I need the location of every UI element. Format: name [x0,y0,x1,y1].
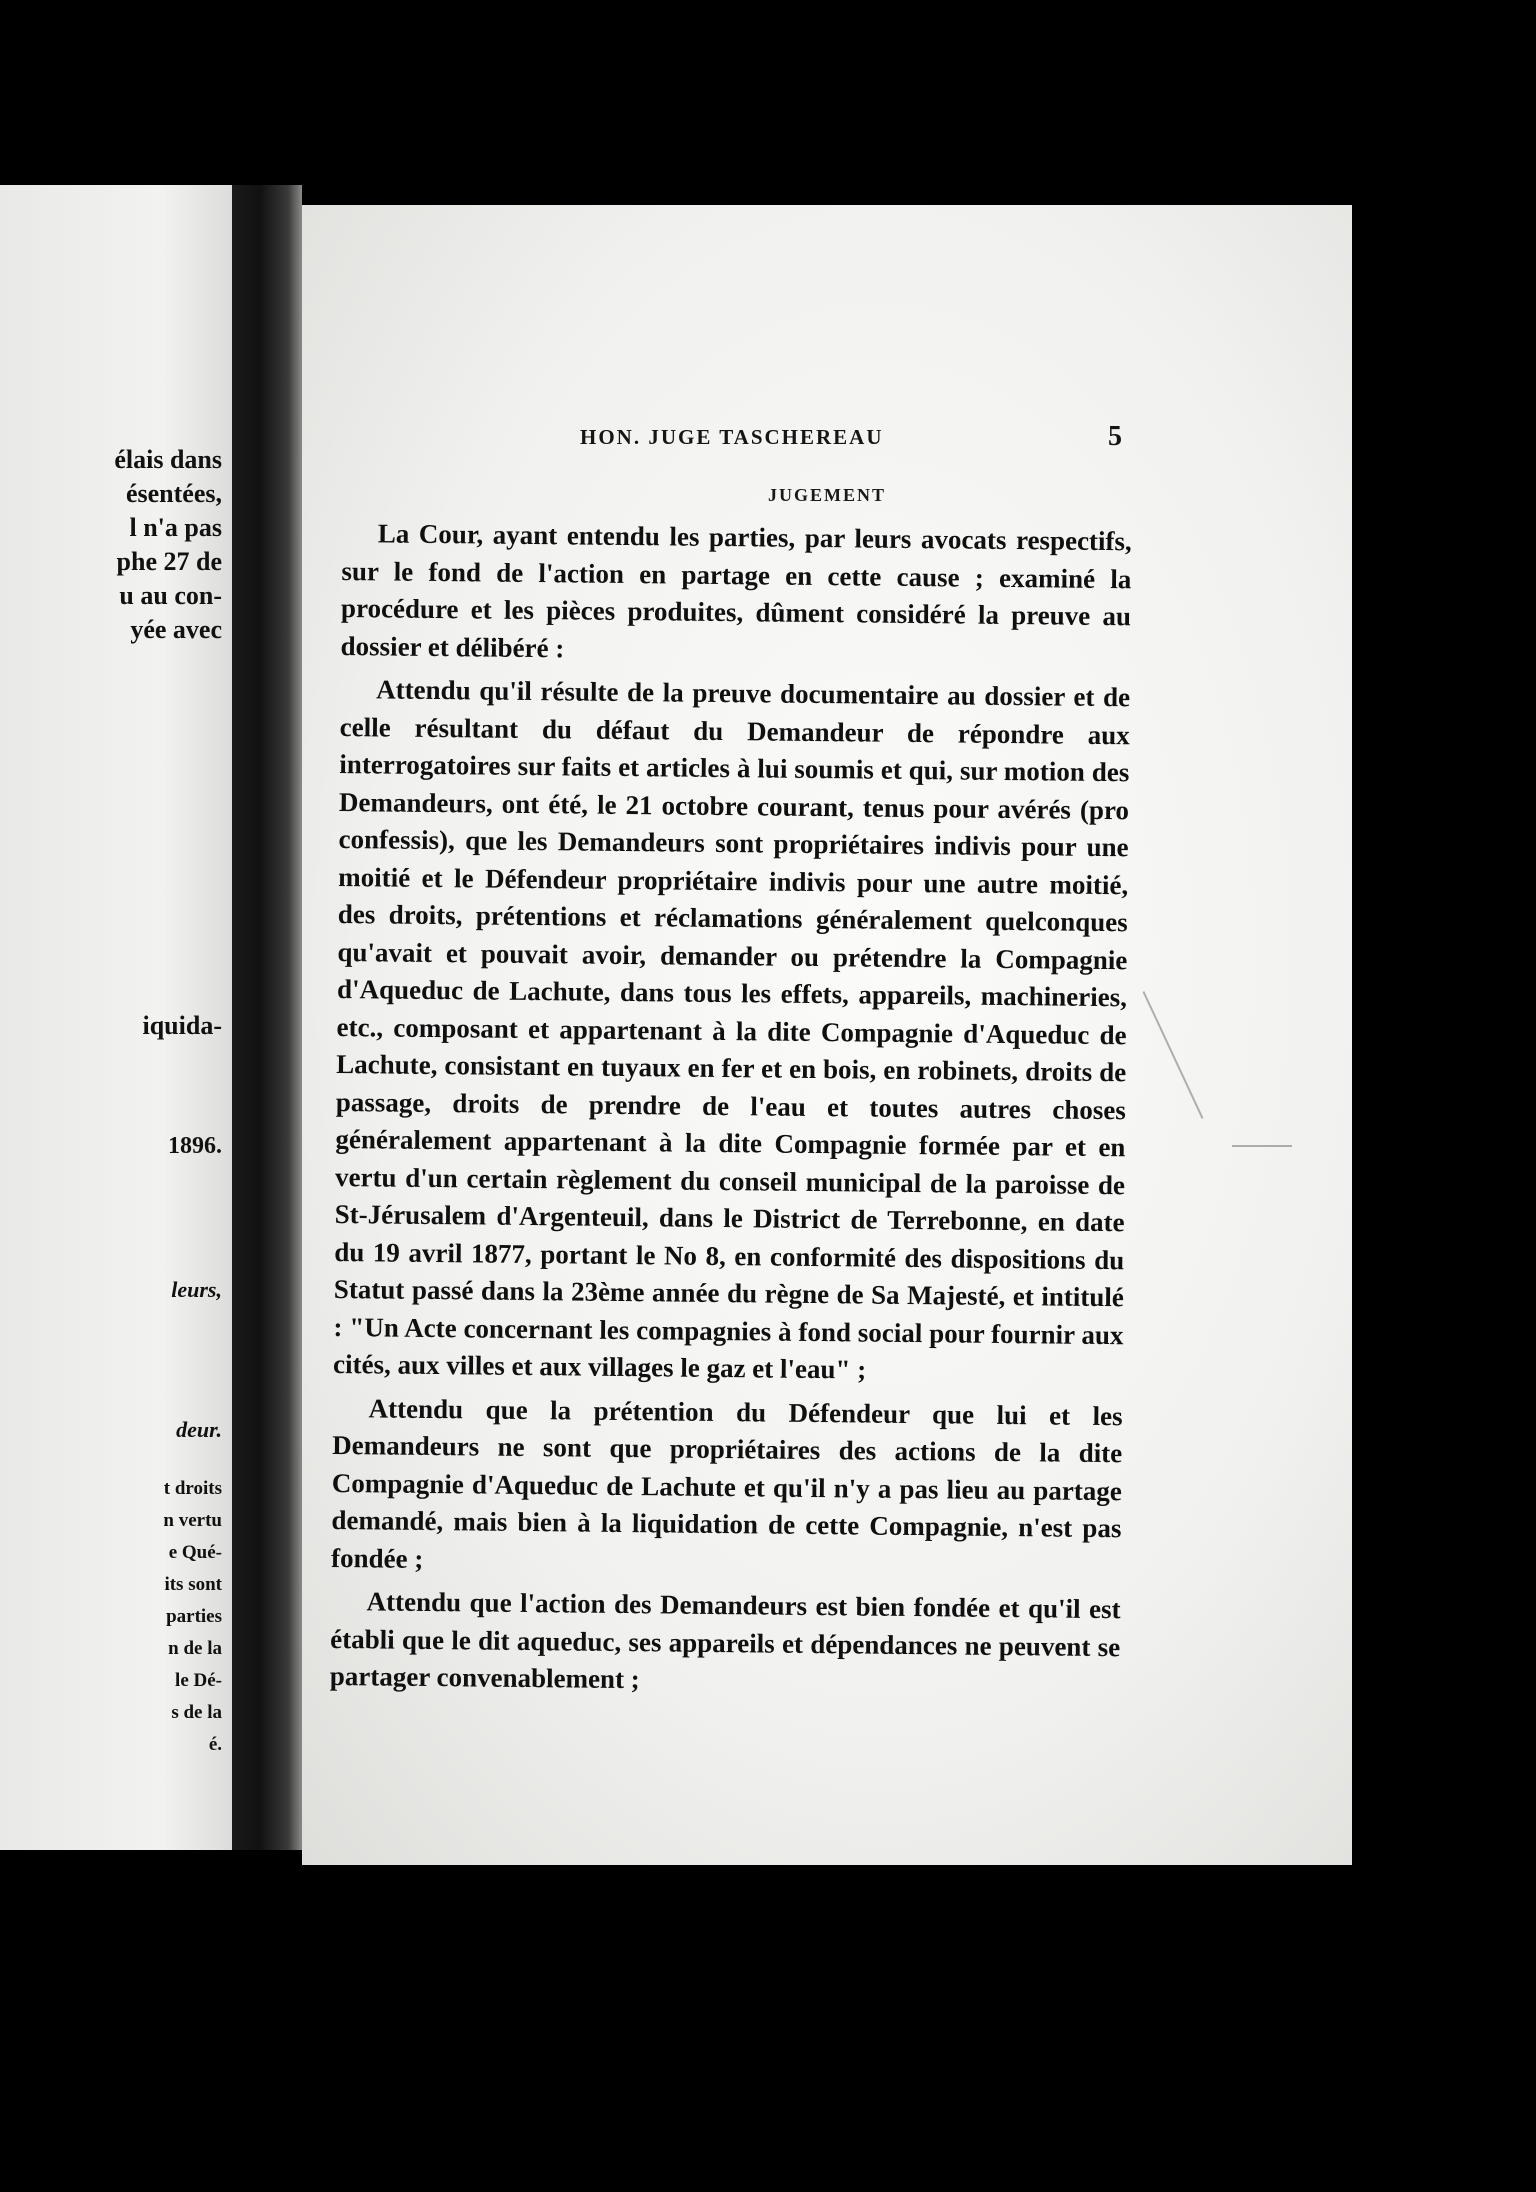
left-line: t droits [163,1478,222,1499]
right-page [302,205,1352,1865]
left-line: n vertu [163,1510,222,1531]
left-line: deur. [176,1417,222,1442]
paragraph: Attendu que la prétention du Défendeur que lui et les Demandeurs ne sont que propriétaires des actions de la dite Compagnie d'Aqueduc de Lachute et qu'il n'y a pas lieu au partage demandé, mais bien à la liquidation de cette Compagnie, n'est pas fondée ; [330,1392,1123,1574]
left-line: leurs, [171,1277,222,1302]
left-page-fragment [0,185,232,1850]
paragraph: Attendu qu'il résulte de la preuve documentaire au dossier et de celle résultant du défaut du Demandeur de répondre aux interrogatoires sur faits et articles à lui soumis et qui, sur motion des Demandeurs, ont été, le 21 octobre courant, tenus pour avérés (pro confessis), que les Demandeurs sont propriétaires indivis pour une moitié et le Défendeur propriétaire indivis pour une autre moitié, des droits, prétentions et réclamations généralement quelconques qu'avait et pouvait avoir, demander ou prétendre la Compagnie d'Aqueduc de Lachute, dans tous les effets, appareils, machineries, etc., composant et appartenant à la dite Compagnie d'Aqueduc de Lachute, consistant en tuyaux en fer et en bois, en robinets, droits de passage, droits de prendre de l'eau et toutes autres choses généralement appartenant à la dite Compagnie formée par et en vertu d'un certain règlement du conseil municipal de la paroisse de St-Jérusalem d'Argenteuil, dans le District de Terrebonne, en date du 19 avril 1877, portant le No 8, en conformité des dispositions du Statut passé dans la 23ème année du règne de Sa Majesté, et intitulé : "Un Acte concernant les compagnies à fond social pour fournir aux cités, aux villes et aux villages le gaz et l'eau" ; [332,674,1131,1385]
left-text-block [143,1009,223,1043]
running-title: HON. JUGE TASCHEREAU [580,425,884,449]
left-text-block [171,1273,222,1307]
left-text-block [176,1413,222,1447]
left-line: n de la [168,1638,222,1659]
left-line: 1896. [168,1133,222,1159]
left-line: phe 27 de [116,547,222,576]
left-text-block [114,443,222,647]
paragraph: Attendu que l'action des Demandeurs est bien fondée et qu'il est établi que le dit aqueduc, ses appareils et dépendances ne peuvent se partager convenablement ; [329,1586,1121,1695]
left-text-block [168,1129,222,1163]
left-line: yée avec [130,615,222,644]
left-line: iquida- [142,1011,222,1040]
running-head [302,421,1352,465]
left-line: é. [208,1734,222,1755]
left-line: élais dans [114,445,222,474]
left-line: le Dé- [175,1670,222,1691]
left-line: s de la [171,1702,222,1723]
left-line: ésentées, [125,479,222,508]
body-text [330,515,1132,1704]
left-line: u au con- [119,581,222,610]
left-line: e Qué- [168,1542,222,1563]
left-line: its sont [164,1574,222,1595]
paragraph: La Cour, ayant entendu les parties, par leurs avocats respectifs, sur le fond de l'action en partage en cette cause ; examiné la procédure et les pièces produites, dûment considéré la preuve au dossier et délibéré : [340,518,1132,663]
page-number: 5 [1108,421,1122,452]
left-line: parties [166,1606,222,1627]
left-line: l n'a pas [129,513,222,542]
section-heading: JUGEMENT [767,485,886,505]
film-scratch [1232,1145,1292,1147]
book-gutter-shadow [232,185,302,1850]
left-text-block [163,1473,222,1761]
film-scratch [1143,991,1204,1119]
